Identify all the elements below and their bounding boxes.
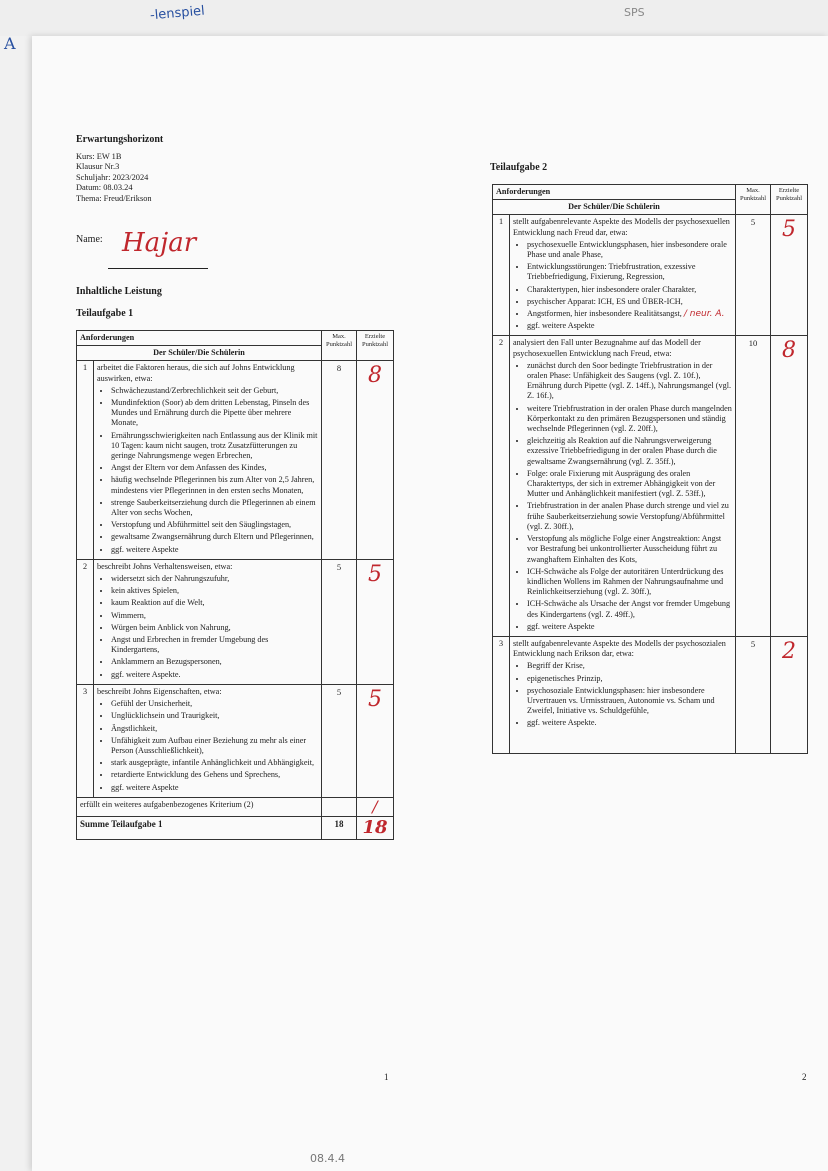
teil2-col-schueler: Der Schüler/Die Schülerin [493, 200, 736, 215]
list-item: • ggf. weitere Aspekte. [111, 670, 318, 680]
achieved-points: 2 [771, 636, 808, 753]
list-item: • ggf. weitere Aspekte [111, 783, 318, 793]
list-item: • stark ausgeprägte, infantile Anhänglichkeit und Abhängigkeit, [111, 758, 318, 768]
list-item: • Entwicklungsstörungen: Triebfrustration, exzessive Triebbefriedigung, Fixierung, Regression, [527, 262, 732, 282]
sum-max: 18 [322, 816, 357, 839]
list-item: • Begriff der Krise, [527, 661, 732, 671]
achieved-points: 8 [771, 336, 808, 636]
list-item: • psychosexuelle Entwicklungsphasen, hier insbesondere orale Phase und anale Phase, [527, 240, 732, 260]
list-item: • Schwächezustand/Zerbrechlichkeit seit der Geburt, [111, 386, 318, 396]
list-item: • ggf. weitere Aspekte. [527, 718, 732, 728]
name-underline [108, 268, 208, 269]
teil2-anforderungen: Anforderungen [493, 185, 736, 200]
list-item: • kaum Reaktion auf die Welt, [111, 598, 318, 608]
sum-achieved: 18 [357, 816, 394, 839]
row-number: 1 [493, 215, 510, 336]
row-number: 2 [493, 336, 510, 636]
teil2-col-max: Max. Punktzahl [736, 185, 771, 215]
list-item: • Angst der Eltern vor dem Anfassen des Kindes, [111, 463, 318, 473]
row-content [510, 636, 736, 753]
list-item: • ICH-Schwäche als Ursache der Angst vor fremder Umgebung des Kindergartens (vgl. Z. 49ff.), [527, 599, 732, 619]
row-content [510, 215, 736, 336]
header-title: Erwartungshorizont [76, 134, 164, 145]
row-content [94, 559, 322, 684]
list-item: • epigenetisches Prinzip, [527, 674, 732, 684]
row-number: 3 [77, 684, 94, 797]
header-line-year: Schuljahr: 2023/2024 [76, 172, 149, 182]
table-row [77, 559, 394, 684]
table-row [77, 684, 394, 797]
table-row [493, 336, 808, 636]
list-item: • Gefühl der Unsicherheit, [111, 699, 318, 709]
sum-label: Summe Teilaufgabe 1 [77, 816, 322, 839]
teil2-col-erz: Erzielte Punktzahl [771, 185, 808, 215]
list-item: • häufig wechselnde Pflegerinnen bis zum Alter von 2,5 Jahren, mindestens vier Pflegerinnen in den ersten sechs Monaten, [111, 475, 318, 495]
list-item [527, 309, 732, 319]
header-line-topic: Thema: Freud/Erikson [76, 193, 152, 203]
scan-top-strip [0, 0, 828, 36]
header-line-date: Datum: 08.03.24 [76, 183, 133, 193]
list-item: • Anklammern an Bezugspersonen, [111, 657, 318, 667]
teil1-col-max: Max. Punktzahl [322, 331, 357, 361]
list-item: • retardierte Entwicklung des Gehens und Sprechens, [111, 770, 318, 780]
list-item: • Ernährungsschwierigkeiten nach Entlassung aus der Klinik mit 10 Tagen: kaum nicht saugen, trotz Zusatzfütterungen zu geringe Nahrungsmenge wegen Erbrechen, [111, 431, 318, 462]
corner-letter: A [4, 34, 16, 53]
page-number-right: 2 [802, 1072, 807, 1082]
achieved-points: 5 [357, 684, 394, 797]
list-item: • Unfähigkeit zum Aufbau einer Beziehung zu mehr als einer Person (Ausschließlichkeit), [111, 736, 318, 756]
list-item: • widersetzt sich der Nahrungszufuhr, [111, 574, 318, 584]
list-item: • Ängstlichkeit, [111, 724, 318, 734]
document-header [76, 135, 276, 205]
row-number: 3 [493, 636, 510, 753]
list-item: • Wimmern, [111, 611, 318, 621]
list-item: • strenge Sauberkeitserziehung durch die Pflegerinnen ab einem Alter von sechs Wochen, [111, 498, 318, 518]
list-item: • Würgen beim Anblick von Nahrung, [111, 623, 318, 633]
list-item: • zunächst durch den Soor bedingte Triebfrustration in der oralen Phase: Unfähigkeit des Saugens (vgl. Z. 10f.), Ernährung durch Pipette (vgl. Z. 14ff.), Nahrungsmangel (vgl. Z. 16f.), [527, 361, 732, 402]
row-intro: analysiert den Fall unter Bezugnahme auf das Modell der psychosexuellen Entwicklung nach Freud, etwa: [513, 338, 701, 358]
list-item: • psychosoziale Entwicklungsphasen: hier insbesondere Urvertrauen vs. Urmisstrauen, Autonomie vs. Scham und Zweifel, Initiative vs. Schuldgefühle, [527, 686, 732, 717]
extra-achieved: / [357, 797, 394, 816]
row-intro: stellt aufgabenrelevante Aspekte des Modells der psychosexuellen Entwicklung nach Freud dar, etwa: [513, 217, 730, 237]
extra-criterion: erfüllt ein weiteres aufgabenbezogenes Kriterium (2) [77, 797, 322, 816]
teil1-anforderungen: Anforderungen [77, 331, 322, 346]
teil1-col-erz: Erzielte Punktzahl [357, 331, 394, 361]
row-number: 2 [77, 559, 94, 684]
row-intro: beschreibt Johns Verhaltensweisen, etwa: [97, 561, 233, 571]
list-item: • weitere Triebfrustration in der oralen Phase durch mangelnden Körperkontakt zu den primären Bezugspersonen und ständig wechselnde Pflegerinnen (vgl. Z. 20ff.), [527, 404, 732, 435]
list-item: • Angst und Erbrechen in fremder Umgebung des Kindergartens, [111, 635, 318, 655]
inhaltliche-heading: Inhaltliche Leistung [76, 286, 162, 297]
row-intro: arbeitet die Faktoren heraus, die sich auf Johns Entwicklung auswirken, etwa: [97, 363, 295, 383]
row-number: 1 [77, 361, 94, 559]
list-item: • Mundinfektion (Soor) ab dem dritten Lebenstag, Pinseln des Mundes und Ernährung durch die Pipette über mehrere Monate, [111, 398, 318, 429]
table-row [493, 215, 808, 336]
max-points: 8 [322, 361, 357, 559]
name-label: Name: [76, 234, 103, 245]
bottom-scribble: 08.4.4 [310, 1152, 345, 1165]
list-item: • Folge: orale Fixierung mit Ausprägung des oralen Charaktertyps, der sich in extremer Abhängigkeit von der Mutter und Anhänglichkeit manifestiert (vgl. Z. 53ff.), [527, 469, 732, 500]
extra-max [322, 797, 357, 816]
list-item: • Unglücklichsein und Traurigkeit, [111, 711, 318, 721]
teil1-col-schueler: Der Schüler/Die Schülerin [77, 346, 322, 361]
list-item: • ggf. weitere Aspekte [527, 622, 732, 632]
sum-row [77, 816, 394, 839]
max-points: 5 [322, 684, 357, 797]
teil2-heading: Teilaufgabe 2 [490, 162, 548, 173]
teil1-heading: Teilaufgabe 1 [76, 308, 134, 319]
list-item: • Triebfrustration in der analen Phase durch strenge und viel zu frühe Sauberkeitserziehung sowie Verstopfung/Abführmittel (vgl. Z. 30ff.), [527, 501, 732, 532]
list-item: • ICH-Schwäche als Folge der autoritären Unterdrückung des kindlichen Wollens im Rahmen der Nahrungsaufnahme und Reinlichkeitserziehung (vgl. Z. 30ff.), [527, 567, 732, 598]
student-name: Hajar [122, 228, 197, 258]
list-item: • ggf. weitere Aspekte [111, 545, 318, 555]
row-content [94, 684, 322, 797]
achieved-points: 8 [357, 361, 394, 559]
top-scribble: -lenspiel [149, 3, 206, 24]
max-points: 5 [322, 559, 357, 684]
list-item: • kein aktives Spielen, [111, 586, 318, 596]
max-points: 5 [736, 636, 771, 753]
list-item: • Verstopfung und Abführmittel seit den Säuglingstagen, [111, 520, 318, 530]
row-content [510, 336, 736, 636]
max-points: 5 [736, 215, 771, 336]
table-row [493, 636, 808, 753]
list-item: • gleichzeitig als Reaktion auf die Nahrungsverweigerung exzessive Triebbefriedigung in der oralen Phase durch die gewaltsame Zwangsernährung (vgl. Z. 35ff.), [527, 436, 732, 467]
list-item-text: Angstformen, hier insbesondere Realitätsangst, [527, 309, 682, 319]
list-item: • ggf. weitere Aspekte [527, 321, 732, 331]
table-row [77, 361, 394, 559]
teil2-table [492, 184, 808, 754]
list-item: • psychischer Apparat: ICH, ES und ÜBER-ICH, [527, 297, 732, 307]
margin-note: / neur. A. [683, 309, 725, 320]
page-number-left: 1 [384, 1072, 389, 1082]
row-content [94, 361, 322, 559]
teil1-table [76, 330, 394, 840]
achieved-points: 5 [357, 559, 394, 684]
list-item: • Charaktertypen, hier insbesondere oraler Charakter, [527, 285, 732, 295]
top-right-stamp: SPS [624, 6, 645, 19]
header-line-exam: Klausur Nr.3 [76, 162, 120, 172]
row-intro: stellt aufgabenrelevante Aspekte des Modells der psychosozialen Entwicklung nach Erikson dar, etwa: [513, 638, 726, 659]
header-line-course: Kurs: EW 1B [76, 151, 122, 161]
list-item: • gewaltsame Zwangsernährung durch Eltern und Pflegerinnen, [111, 532, 318, 542]
achieved-points: 5 [771, 215, 808, 336]
row-intro: beschreibt Johns Eigenschaften, etwa: [97, 686, 222, 696]
table-row-extra [77, 797, 394, 816]
list-item: • Verstopfung als mögliche Folge einer Angstreaktion: Angst vor Bestrafung bei unkontrollierter Ausscheidung führt zu zwanghaftem Einhalten des Kots, [527, 534, 732, 565]
max-points: 10 [736, 336, 771, 636]
